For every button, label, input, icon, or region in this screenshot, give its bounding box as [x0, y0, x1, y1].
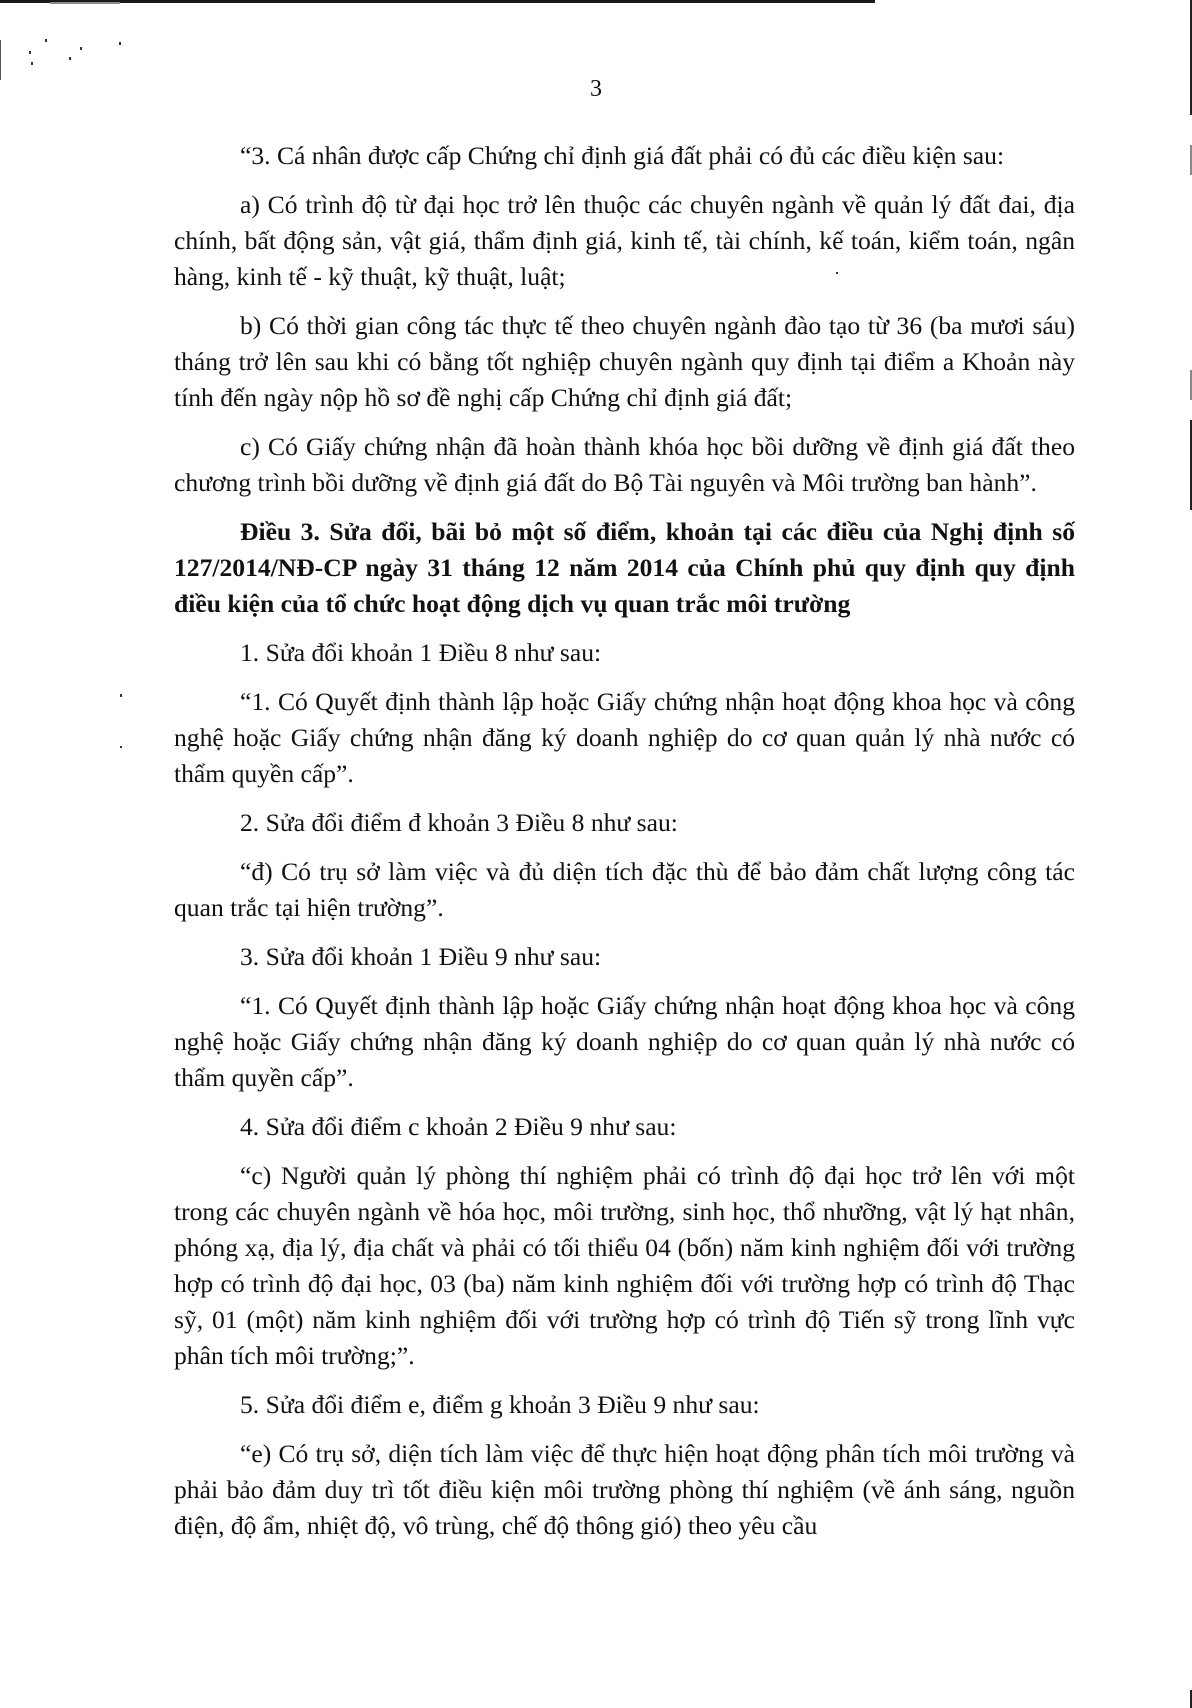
scan-speck: [69, 57, 71, 60]
paragraph: “1. Có Quyết định thành lập hoặc Giấy chứng nhận hoạt động khoa học và công nghệ hoặc Giấy chứng nhận đăng ký doanh nghiệp do cơ quan quản lý nhà nước có thẩm quyền cấp”.: [174, 687, 1075, 788]
scan-edge-top: [0, 0, 875, 3]
scan-speck: [45, 39, 47, 42]
paragraph: c) Có Giấy chứng nhận đã hoàn thành khóa học bồi dưỡng về định giá đất theo chương trình bồi dưỡng về định giá đất do Bộ Tài nguyên và Môi trường ban hành”.: [174, 432, 1075, 497]
paragraph: “1. Có Quyết định thành lập hoặc Giấy chứng nhận hoạt động khoa học và công nghệ hoặc Giấy chứng nhận đăng ký doanh nghiệp do cơ quan quản lý nhà nước có thẩm quyền cấp”.: [174, 991, 1075, 1092]
scan-speck: [120, 746, 122, 748]
article-heading: Điều 3. Sửa đổi, bãi bỏ một số điểm, khoản tại các điều của Nghị định số 127/2014/NĐ-CP ngày 31 tháng 12 năm 2014 của Chính phủ quy định quy định điều kiện của tổ chức hoạt động dịch vụ quan trắc môi trường: [174, 517, 1075, 618]
paragraph: b) Có thời gian công tác thực tế theo chuyên ngành đào tạo từ 36 (ba mươi sáu) tháng trở lên sau khi có bằng tốt nghiệp chuyên ngành quy định tại điểm a Khoản này tính đến ngày nộp hồ sơ đề nghị cấp Chứng chỉ định giá đất;: [174, 311, 1075, 412]
paragraph: “e) Có trụ sở, diện tích làm việc để thực hiện hoạt động phân tích môi trường và phải bảo đảm duy trì tốt điều kiện môi trường phòng thí nghiệm (về ánh sáng, nguồn điện, độ ẩm, nhiệt độ, vô trùng, chế độ thông gió) theo yêu cầu: [174, 1439, 1075, 1540]
scan-speck: [80, 47, 82, 50]
scan-speck: [29, 51, 31, 54]
paragraph: “đ) Có trụ sở làm việc và đủ diện tích đặc thù để bảo đảm chất lượng công tác quan trắc tại hiện trường”.: [174, 857, 1075, 922]
scan-speck: [120, 694, 122, 697]
paragraph: 5. Sửa đổi điểm e, điểm g khoản 3 Điều 9 như sau:: [240, 1390, 760, 1419]
paragraph: 1. Sửa đổi khoản 1 Điều 8 như sau:: [240, 638, 602, 667]
scan-edge-top-mark: [50, 2, 120, 4]
document-body: [174, 138, 1075, 1557]
paragraph: “c) Người quản lý phòng thí nghiệm phải có trình độ đại học trở lên với một trong các chuyên ngành về hóa học, môi trường, sinh học, thổ nhưỡng, vật lý hạt nhân, phóng xạ, địa lý, địa chất và phải có tối thiểu 04 (bốn) năm kinh nghiệm đối với trường hợp có trình độ đại học, 03 (ba) năm kinh nghiệm đối với trường hợp có trình độ Thạc sỹ, 01 (một) năm kinh nghiệm đối với trường hợp có trình độ Tiến sỹ trong lĩnh vực phân tích môi trường;”.: [174, 1161, 1075, 1370]
paragraph: “3. Cá nhân được cấp Chứng chỉ định giá đất phải có đủ các điều kiện sau:: [240, 141, 1005, 170]
scan-speck: [119, 42, 121, 45]
scan-speck: [31, 62, 33, 65]
paragraph: 2. Sửa đổi điểm đ khoản 3 Điều 8 như sau:: [240, 808, 678, 837]
paragraph: 4. Sửa đổi điểm c khoản 2 Điều 9 như sau:: [240, 1112, 677, 1141]
page-number: 3: [590, 76, 602, 102]
paragraph: 3. Sửa đổi khoản 1 Điều 9 như sau:: [240, 942, 602, 971]
paragraph: a) Có trình độ từ đại học trở lên thuộc các chuyên ngành về quản lý đất đai, địa chính, bất động sản, vật giá, thẩm định giá, kinh tế, tài chính, kế toán, kiểm toán, ngân hàng, kinh tế - kỹ thuật, kỹ thuật, luật;: [174, 190, 1075, 291]
